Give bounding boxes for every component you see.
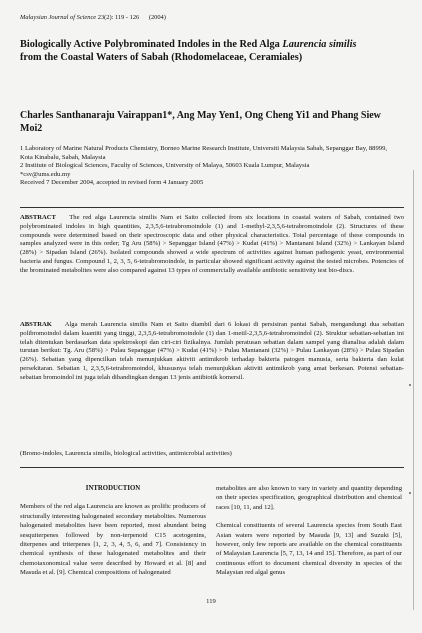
title-species: Laurencia similis	[282, 39, 357, 50]
affiliation-2: 2 Institute of Biological Sciences, Faculty of Sciences, University of Malaya, 50603 Kuala Lumpur, Malaysia	[20, 162, 310, 170]
abstrak-text: Alga merah Laurencia similis Nam et Saito diambil dari 6 lokasi di persisiran pantai Sabah, mengandungi dua sebatian polibromoindol dalam kuantiti yang tinggi, 2,3,5,6-tetrabromoindole (1) dan 1-metil-2,3,5,6-tetrabromoindol (2). Struktur sebatian-sebatian ini telah ditentukan berdasarkan data spektroskopi dan ciri-ciri fizikalnya. Jumlah peratusan sebatian dalam sampel yang dianalisa adalah dalam turutan berikut: Tg. Aru (58%) > Pulau Sepanggar (47%) > Kudat (41%) > Pulau Mantanani (32%) > Pulau Lankayan (28%) > Pulau Sipadan (26%). Sebatian yang dipencilkan telah menunjukkan aktiviti antimikrob terhadap bakteria patogen manusia, serta bakteria dan kulat persekitaran. Sebatian 1, 2,3,5,6-tetrabromoindol, khususnya telah menunjukkan aktiviti antimikrob yang amat berkesan. Potensi sebatian-sebatian bromoindol ini juga telah dibandingkan dengan 13 jenis antibiotik komersil.	[20, 321, 404, 381]
abstract	[20, 214, 404, 275]
abstrak-heading: ABSTRAK	[20, 321, 52, 328]
intro-right-paragraph-2: Chemical constituents of several Laurencia species from South East Asian waters were reported by Masuda [9, 13] and Suzuki [5], however, only few reports are available on the chemical constituents of Malaysian Laurencia [5, 7, 13, 14 and 15]. Therefore, as part of our continuous effort to document chemical diversity in species of the Malaysian red algal genus	[216, 522, 402, 577]
journal-year: (2004)	[148, 14, 166, 21]
corresponding-email: *csv@ums.edu.my	[20, 170, 71, 178]
paper-title	[20, 38, 380, 65]
scan-speck	[409, 492, 411, 494]
keywords: (Bromo-indoles, Laurencia similis, biological activities, antimicrobial activities)	[20, 450, 232, 457]
title-line1: Biologically Active Polybrominated Indoles in the Red Alga	[20, 39, 280, 50]
left-column	[20, 484, 206, 587]
affiliation-1: 1 Laboratory of Marine Natural Products Chemistry, Borneo Marine Research Institute, Universiti Malaysia Sabah, Sepanggar Bay, 88999, Kota Kinabalu, Sabah, Malaysia	[20, 145, 388, 161]
journal-name: Malaysian Journal of Science	[20, 14, 97, 21]
page-number: 119	[206, 598, 216, 605]
abstract-heading: ABSTRACT	[20, 214, 56, 221]
abstract-text: The red alga Laurencia similis Nam et Saito collected from six locations in coastal waters of Sabah, contained two polybrominated indoles in high quantities, 2,3,5,6-tetrabromoindole (1) and 1-methyl-2,3,5,6-tetrabromoindole (2). Structures of these compounds were determined based on their spectroscopic data and other physical characteristics. Total percentage of these compounds in samples analyzed were in this order; Tg Aru (58%) > Sepanggar Island (47%) > Kudat (41%) > Mantanani Island (32%) > Lankayan Island (28%) > Sipadan Island (26%). Isolated compounds showed a wide spectrum of activities against human pathogenic yeast, environmental bacteria and fungus. Compound 1, 2, 3, 5, 6-tetrabromoindole, in particular showed significant activity against the tested microbes. Potencies of the brominated metabolites were also compared against 13 types of commercially available antibiotic sensitivity test bio-discs.	[20, 214, 405, 274]
divider-bottom	[20, 467, 404, 468]
scan-edge-line	[413, 170, 414, 610]
intro-left-paragraph: Members of the red alga Laurencia are known as prolific producers of structurally interesting halogenated secondary metabolites. Numerous halogenated metabolites have been reported, most abundant being sesquiterpenes followed by non-terpenoid C15 acetogenins, diterpenes and triterpenes [1, 2, 3, 4, 5, 6, and 7]. Consistency in chemical synthesis of these halogenated metabolites and their chemotaxonomical value were described by Howard et al. [8] and Masuda et al. [9]. Chemical compositions of halogenated	[20, 503, 206, 577]
title-line2: from the Coastal Waters of Sabah (Rhodomelaceae, Ceramiales)	[20, 52, 303, 64]
affiliations	[20, 145, 400, 188]
scan-speck	[409, 384, 411, 386]
received-date: Received 7 December 2004, accepted in revised form 4 January 2005	[20, 179, 204, 187]
divider-top	[20, 207, 404, 208]
intro-right-paragraph-1: metabolites are also known to vary in variety and quantity depending on their species specification, geographical distribution and chemical races [10, 11, and 12].	[216, 485, 402, 511]
abstrak	[20, 321, 404, 382]
authors: Charles Santhanaraju Vairappan1*, Ang May Yen1, Ong Cheng Yi1 and Phang Siew Moi2	[20, 110, 381, 134]
journal-issue: 23(2): 119 - 126	[97, 14, 140, 21]
journal-header	[20, 14, 166, 21]
right-column	[216, 484, 402, 587]
introduction-heading: INTRODUCTION	[85, 485, 141, 492]
